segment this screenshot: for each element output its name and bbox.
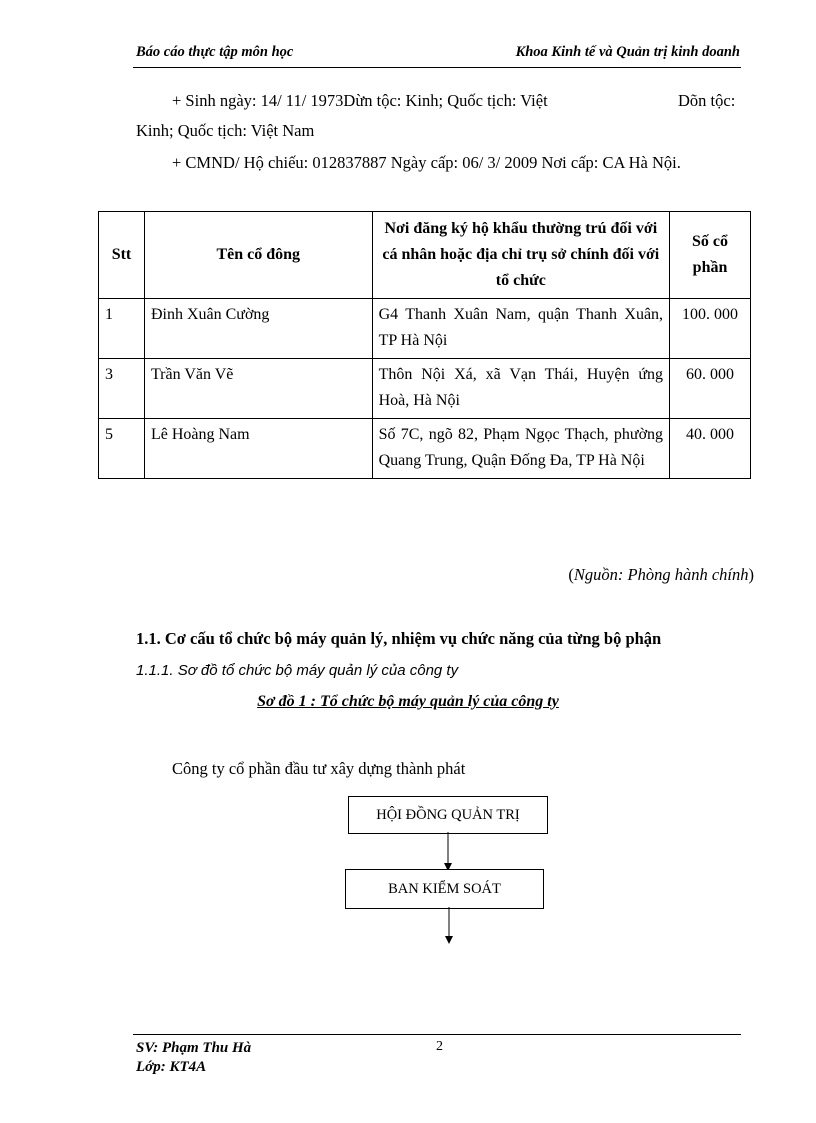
table-row	[99, 359, 751, 419]
row-name: Lê Hoàng Nam	[144, 419, 372, 479]
supervisory-board-box: BAN KIỂM SOÁT	[345, 869, 544, 909]
row-name: Trần Văn Vẽ	[144, 359, 372, 419]
footer-rule	[133, 1034, 741, 1035]
row-stt: 1	[99, 299, 145, 359]
nationality-line: Kinh; Quốc tịch: Việt Nam	[136, 121, 315, 140]
diagram-title: Sơ đồ 1 : Tổ chức bộ máy quản lý của công ty	[257, 693, 559, 710]
arrow-down-icon	[438, 832, 458, 872]
footer-class: Lớp: KT4A	[136, 1059, 207, 1075]
birth-line: + Sinh ngày: 14/ 11/ 1973Dừn tộc: Kinh; Quốc tịch: Việt	[172, 91, 548, 110]
source-close-paren: )	[748, 565, 754, 584]
row-stt: 5	[99, 419, 145, 479]
company-name: Công ty cổ phần đầu tư xây dựng thành phát	[172, 759, 466, 778]
page-number: 2	[436, 1039, 443, 1054]
footer-student: SV: Phạm Thu Hà	[136, 1040, 252, 1056]
row-stt: 3	[99, 359, 145, 419]
table-row	[99, 299, 751, 359]
source-note	[568, 565, 754, 585]
row-shares: 60. 000	[670, 359, 751, 419]
header-shares: Số cổ phần	[670, 212, 751, 299]
arrow-down-icon	[439, 907, 459, 947]
board-of-directors-box: HỘI ĐỒNG QUẢN TRỊ	[348, 796, 548, 834]
row-shares: 40. 000	[670, 419, 751, 479]
header-right: Khoa Kinh tế và Quản trị kinh doanh	[515, 44, 740, 60]
header-name: Tên cổ đông	[144, 212, 372, 299]
section-title: 1.1. Cơ cấu tổ chức bộ máy quản lý, nhiệm vụ chức năng của từng bộ phận	[136, 629, 662, 648]
row-name: Đinh Xuân Cường	[144, 299, 372, 359]
table-header-row	[99, 212, 751, 299]
header-stt: Stt	[99, 212, 145, 299]
header-left: Báo cáo thực tập môn học	[136, 44, 294, 60]
row-shares: 100. 000	[670, 299, 751, 359]
row-address: Số 7C, ngõ 82, Phạm Ngọc Thạch, phường Quang Trung, Quận Đống Đa, TP Hà Nội	[372, 419, 669, 479]
row-address: Thôn Nội Xá, xã Vạn Thái, Huyện ứng Hoà, Hà Nội	[372, 359, 669, 419]
header-address: Nơi đăng ký hộ khẩu thường trú đối với cá nhân hoặc địa chỉ trụ sở chính đối với tổ chức	[372, 212, 669, 299]
ethnicity-label: Dõn tộc:	[678, 91, 736, 110]
subsection-title: 1.1.1. Sơ đồ tổ chức bộ máy quản lý của công ty	[136, 662, 459, 679]
source-text: Nguồn: Phòng hành chính	[573, 565, 749, 584]
shareholder-table	[98, 211, 751, 479]
table-row	[99, 419, 751, 479]
row-address: G4 Thanh Xuân Nam, quận Thanh Xuân, TP Hà Nội	[372, 299, 669, 359]
header-rule	[133, 67, 741, 68]
id-card-line: + CMND/ Hộ chiếu: 012837887 Ngày cấp: 06/ 3/ 2009 Nơi cấp: CA Hà Nội.	[172, 153, 681, 172]
source-open-paren: (	[568, 565, 574, 584]
